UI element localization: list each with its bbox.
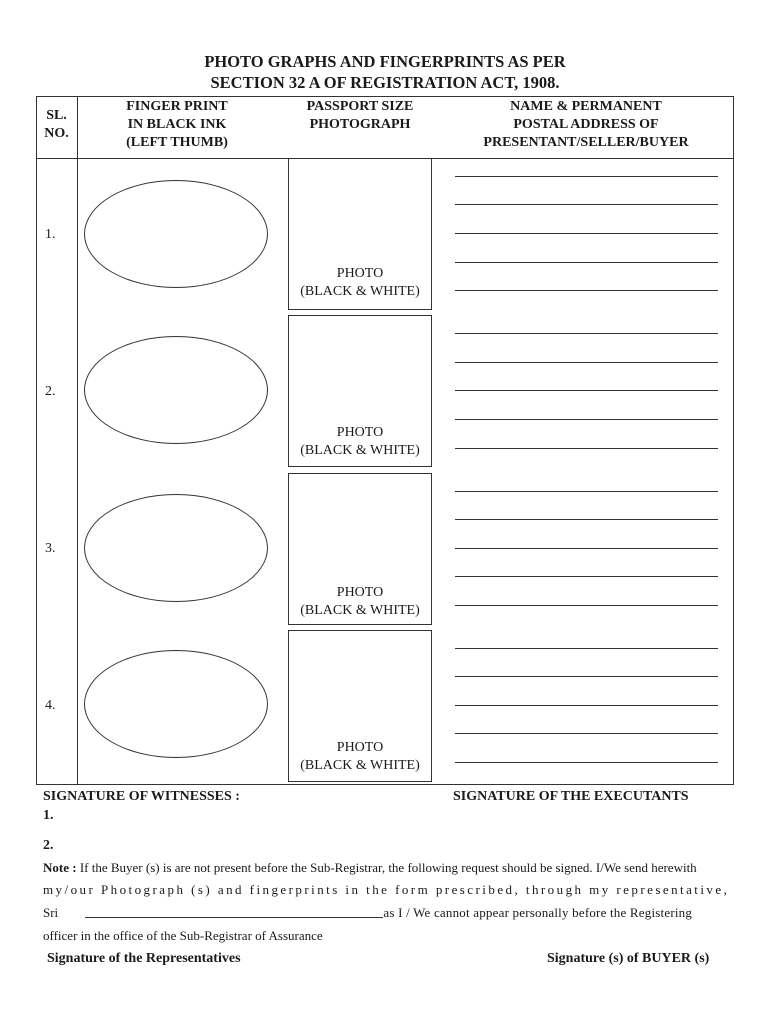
photo-sublabel: (BLACK & WHITE) <box>300 603 420 618</box>
witness-1: 1. <box>43 808 54 823</box>
header-finger-line-3: (LEFT THUMB) <box>126 135 228 150</box>
note-line-2: my/our Photograph (s) and fingerprints in the form prescribed, through my representative, <box>43 882 730 897</box>
table-bottom-border <box>36 784 734 785</box>
representatives-signature-label: Signature of the Representatives <box>47 951 241 966</box>
address-line <box>455 290 718 291</box>
header-finger-line-2: IN BLACK INK <box>127 117 227 132</box>
header-finger-line-1: FINGER PRINT <box>126 99 228 114</box>
photo-sublabel: (BLACK & WHITE) <box>300 284 420 299</box>
address-line <box>455 676 718 677</box>
sl-column-divider <box>77 96 78 785</box>
note-sri: Sri <box>43 905 59 920</box>
note-line-4: officer in the office of the Sub-Registrar of Assurance <box>43 928 323 943</box>
row-number: 4. <box>45 698 56 713</box>
address-line <box>455 491 718 492</box>
header-passport-line-2: PHOTOGRAPH <box>309 117 411 132</box>
photo-label: PHOTO <box>336 740 384 755</box>
form-title-line-2: SECTION 32 A OF REGISTRATION ACT, 1908. <box>210 73 560 92</box>
thumbprint-oval <box>84 650 268 758</box>
photo-box <box>288 158 432 310</box>
address-line <box>455 519 718 520</box>
buyers-signature-label: Signature (s) of BUYER (s) <box>547 951 710 966</box>
address-line <box>455 333 718 334</box>
table-right-border <box>733 96 734 785</box>
table-left-border <box>36 96 37 785</box>
photo-label: PHOTO <box>336 585 384 600</box>
address-line <box>455 762 718 763</box>
row-number: 1. <box>45 227 56 242</box>
photo-label: PHOTO <box>336 425 384 440</box>
address-line <box>455 390 718 391</box>
thumbprint-oval <box>84 494 268 602</box>
header-name-line-1: NAME & PERMANENT <box>510 99 662 114</box>
table-top-border <box>36 96 734 97</box>
photo-label: PHOTO <box>336 266 384 281</box>
photo-sublabel: (BLACK & WHITE) <box>300 758 420 773</box>
address-line <box>455 733 718 734</box>
row-number: 3. <box>45 541 56 556</box>
form-title-line-1: PHOTO GRAPHS AND FINGERPRINTS AS PER <box>204 52 566 71</box>
witnesses-label: SIGNATURE OF WITNESSES : <box>43 789 240 804</box>
address-line <box>455 362 718 363</box>
header-passport-line-1: PASSPORT SIZE <box>306 99 414 114</box>
header-sl-no <box>36 107 77 143</box>
photo-box <box>288 315 432 467</box>
address-line <box>455 648 718 649</box>
header-passport-photo <box>284 98 436 134</box>
thumbprint-oval <box>84 180 268 288</box>
address-line <box>455 419 718 420</box>
address-line <box>455 262 718 263</box>
address-line <box>455 176 718 177</box>
header-sl-line-1: SL. <box>46 108 67 123</box>
address-line <box>455 233 718 234</box>
address-line <box>455 605 718 606</box>
note-text-1: If the Buyer (s) is are not present before the Sub-Registrar, the following request should be signed. I/We send herewith <box>79 860 697 875</box>
executants-label: SIGNATURE OF THE EXECUTANTS <box>453 789 689 804</box>
address-line <box>455 204 718 205</box>
photo-box <box>288 630 432 782</box>
address-line <box>455 705 718 706</box>
address-line <box>455 448 718 449</box>
thumbprint-oval <box>84 336 268 444</box>
header-name-address <box>450 98 722 152</box>
row-number: 2. <box>45 384 56 399</box>
header-name-line-2: POSTAL ADDRESS OF <box>513 117 659 132</box>
header-sl-line-2: NO. <box>44 126 69 141</box>
note-line-3 <box>43 904 735 922</box>
witness-2: 2. <box>43 838 54 853</box>
representative-name-blank <box>85 917 383 918</box>
address-line <box>455 548 718 549</box>
photo-box <box>288 473 432 625</box>
note-label: Note : <box>43 860 77 875</box>
header-name-line-3: PRESENTANT/SELLER/BUYER <box>483 135 689 150</box>
address-line <box>455 576 718 577</box>
note-line-1 <box>43 859 735 877</box>
header-finger-print <box>86 98 268 152</box>
photo-sublabel: (BLACK & WHITE) <box>300 443 420 458</box>
note-text-3: as I / We cannot appear personally before the Registering <box>383 905 693 920</box>
